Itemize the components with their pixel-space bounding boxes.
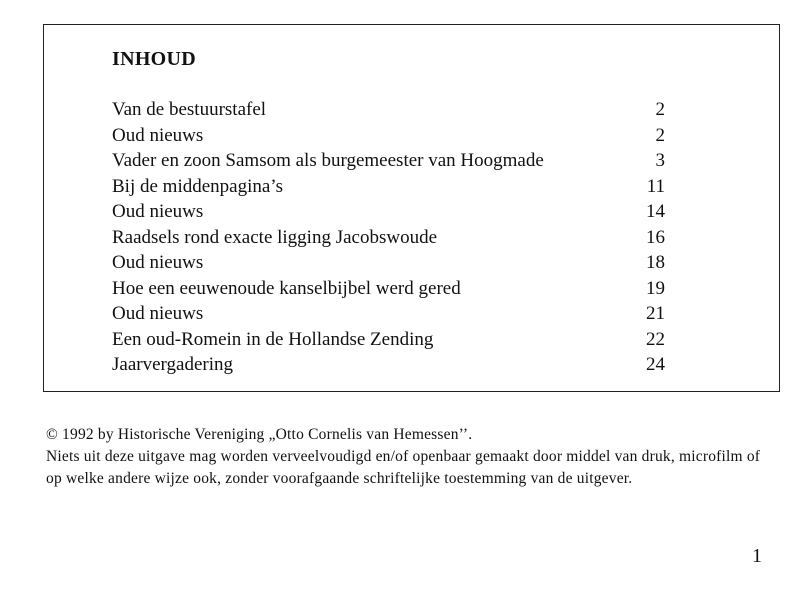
- toc-entry: [112, 123, 665, 149]
- toc-entry-title: Van de bestuurstafel: [112, 99, 267, 120]
- toc-entry-title: Vader en zoon Samsom als burgemeester van Hoogmade: [112, 150, 544, 171]
- toc-entry-page: 11: [646, 175, 665, 197]
- toc-entry-page: 18: [646, 252, 665, 273]
- toc-entry: [112, 250, 665, 276]
- toc-entry: [112, 301, 665, 327]
- toc-entry-title: Bij de middenpagina’s: [112, 175, 283, 197]
- toc-entry-page: 14: [646, 201, 665, 222]
- toc-entry-title: Oud nieuws: [112, 124, 204, 146]
- toc-entry: [112, 327, 665, 353]
- table-of-contents: [43, 24, 780, 392]
- toc-entry-page: 19: [646, 277, 665, 299]
- toc-entry: [112, 225, 665, 251]
- page-number: 1: [752, 545, 762, 567]
- toc-entry-page: 24: [646, 354, 665, 375]
- toc-entry-title: Een oud-Romein in de Hollandse Zending: [112, 328, 434, 350]
- toc-entry: [112, 174, 665, 200]
- toc-entry: [112, 352, 665, 378]
- toc-entry-title: Raadsels rond exacte ligging Jacobswoude: [112, 226, 438, 248]
- toc-entry-title: Jaarvergadering: [112, 354, 233, 375]
- toc-entry: [112, 276, 665, 302]
- toc-entry-page: 21: [646, 303, 665, 324]
- toc-entry: [112, 148, 665, 174]
- toc-entry-title: Oud nieuws: [112, 303, 204, 324]
- toc-entry-page: 22: [646, 328, 665, 350]
- toc-entry-title: Oud nieuws: [112, 201, 204, 222]
- toc-entry: [112, 199, 665, 225]
- toc-heading: INHOUD: [112, 48, 197, 70]
- toc-entry-page: 3: [655, 150, 665, 171]
- copyright-line: © 1992 by Historische Vereniging „Otto Cornelis van Hemessen’’.: [46, 426, 473, 443]
- toc-entry-page: 2: [655, 99, 665, 120]
- toc-list: [112, 97, 665, 378]
- toc-entry-page: 2: [655, 124, 665, 146]
- toc-entry-title: Hoe een eeuwenoude kanselbijbel werd gered: [112, 277, 461, 299]
- toc-entry-title: Oud nieuws: [112, 252, 204, 273]
- copyright-notice: [46, 424, 766, 490]
- copyright-body: Niets uit deze uitgave mag worden verveelvoudigd en/of openbaar gemaakt door middel van druk, microfilm of op welke andere wijze ook, zonder voorafgaande schriftelijke toestemming van de uitgever.: [46, 448, 761, 487]
- toc-entry: [112, 97, 665, 123]
- toc-entry-page: 16: [646, 226, 665, 248]
